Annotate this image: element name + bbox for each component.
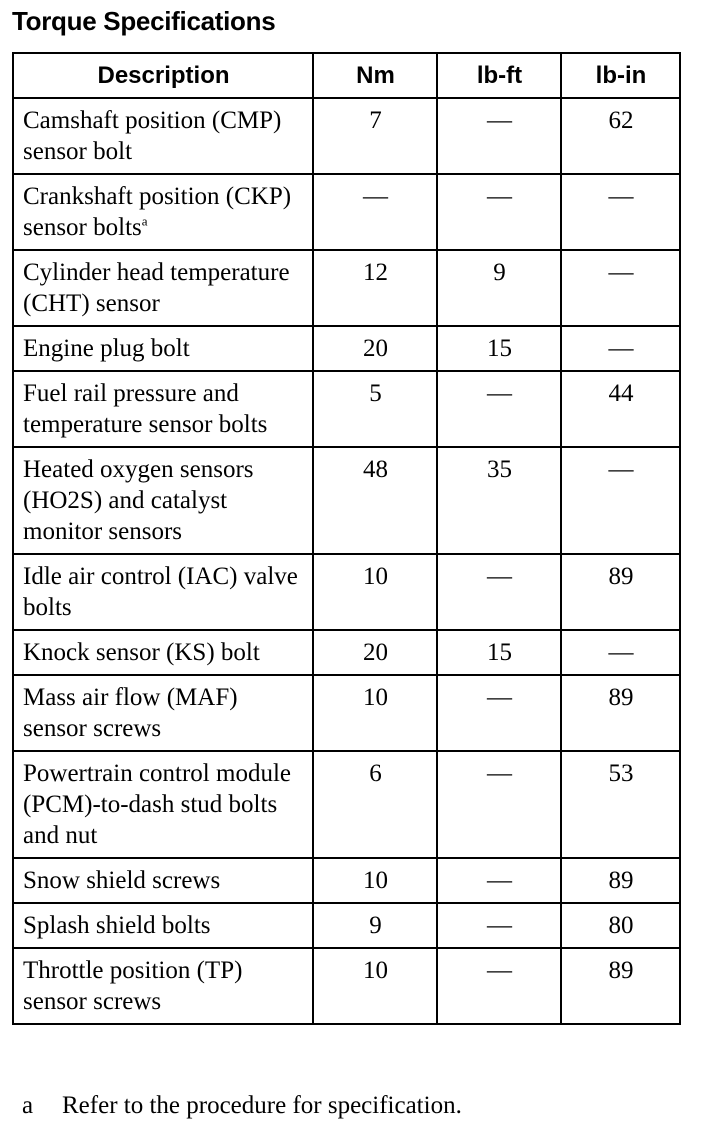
lbin-cell: 53	[561, 751, 680, 858]
footnote-mark: a	[22, 1092, 34, 1119]
footnote-marker: a	[141, 213, 148, 229]
table-row	[13, 326, 680, 371]
nm-cell: 10	[313, 948, 437, 1024]
table-row	[13, 174, 680, 250]
lbft-cell: —	[437, 903, 561, 948]
description-cell: Powertrain control module (PCM)-to-dash stud bolts and nut	[13, 751, 313, 858]
description-cell: Splash shield bolts	[13, 903, 313, 948]
nm-cell: 5	[313, 371, 437, 447]
description-cell: Idle air control (IAC) valve bolts	[13, 554, 313, 630]
lbft-cell: —	[437, 675, 561, 751]
lbin-cell: 89	[561, 948, 680, 1024]
lbin-cell: 89	[561, 858, 680, 903]
footnote	[22, 1092, 462, 1120]
description-cell: Knock sensor (KS) bolt	[13, 630, 313, 675]
table-row	[13, 447, 680, 554]
lbin-cell: —	[561, 174, 680, 250]
table-row	[13, 751, 680, 858]
lbft-cell: —	[437, 98, 561, 174]
lbin-cell: —	[561, 326, 680, 371]
nm-cell: 48	[313, 447, 437, 554]
table-row	[13, 675, 680, 751]
description-cell: Engine plug bolt	[13, 326, 313, 371]
table-row	[13, 371, 680, 447]
table-row	[13, 630, 680, 675]
nm-cell: 20	[313, 630, 437, 675]
description-text: Crankshaft position (CKP) sensor bolts	[23, 183, 292, 241]
table-row	[13, 554, 680, 630]
description-cell: Mass air flow (MAF) sensor screws	[13, 675, 313, 751]
nm-cell: 10	[313, 858, 437, 903]
nm-cell: 10	[313, 675, 437, 751]
lbin-cell: —	[561, 250, 680, 326]
lbin-cell: —	[561, 630, 680, 675]
description-cell: Snow shield screws	[13, 858, 313, 903]
description-cell	[13, 174, 313, 250]
description-cell: Fuel rail pressure and temperature sensor bolts	[13, 371, 313, 447]
header-lbin: lb-in	[561, 53, 680, 98]
nm-cell: 9	[313, 903, 437, 948]
lbin-cell: 44	[561, 371, 680, 447]
lbin-cell: 62	[561, 98, 680, 174]
lbft-cell: —	[437, 174, 561, 250]
lbin-cell: 89	[561, 554, 680, 630]
lbft-cell: 15	[437, 630, 561, 675]
lbin-cell: 89	[561, 675, 680, 751]
lbin-cell: —	[561, 447, 680, 554]
lbft-cell: 15	[437, 326, 561, 371]
table-row	[13, 948, 680, 1024]
nm-cell: 20	[313, 326, 437, 371]
lbft-cell: 9	[437, 250, 561, 326]
header-lbft: lb-ft	[437, 53, 561, 98]
nm-cell: 12	[313, 250, 437, 326]
nm-cell: 10	[313, 554, 437, 630]
lbft-cell: 35	[437, 447, 561, 554]
description-cell: Throttle position (TP) sensor screws	[13, 948, 313, 1024]
lbin-cell: 80	[561, 903, 680, 948]
description-cell: Heated oxygen sensors (HO2S) and catalyst monitor sensors	[13, 447, 313, 554]
header-row	[13, 53, 680, 98]
lbft-cell: —	[437, 751, 561, 858]
description-cell: Camshaft position (CMP) sensor bolt	[13, 98, 313, 174]
lbft-cell: —	[437, 371, 561, 447]
header-description: Description	[13, 53, 313, 98]
description-cell: Cylinder head temperature (CHT) sensor	[13, 250, 313, 326]
lbft-cell: —	[437, 858, 561, 903]
nm-cell: 7	[313, 98, 437, 174]
page-title: Torque Specifications	[12, 6, 276, 36]
lbft-cell: —	[437, 948, 561, 1024]
nm-cell: —	[313, 174, 437, 250]
footnote-text: Refer to the procedure for specification.	[62, 1092, 462, 1119]
torque-spec-table	[12, 52, 681, 1025]
table-row	[13, 98, 680, 174]
table-row	[13, 858, 680, 903]
header-nm: Nm	[313, 53, 437, 98]
lbft-cell: —	[437, 554, 561, 630]
nm-cell: 6	[313, 751, 437, 858]
table-row	[13, 250, 680, 326]
table-row	[13, 903, 680, 948]
